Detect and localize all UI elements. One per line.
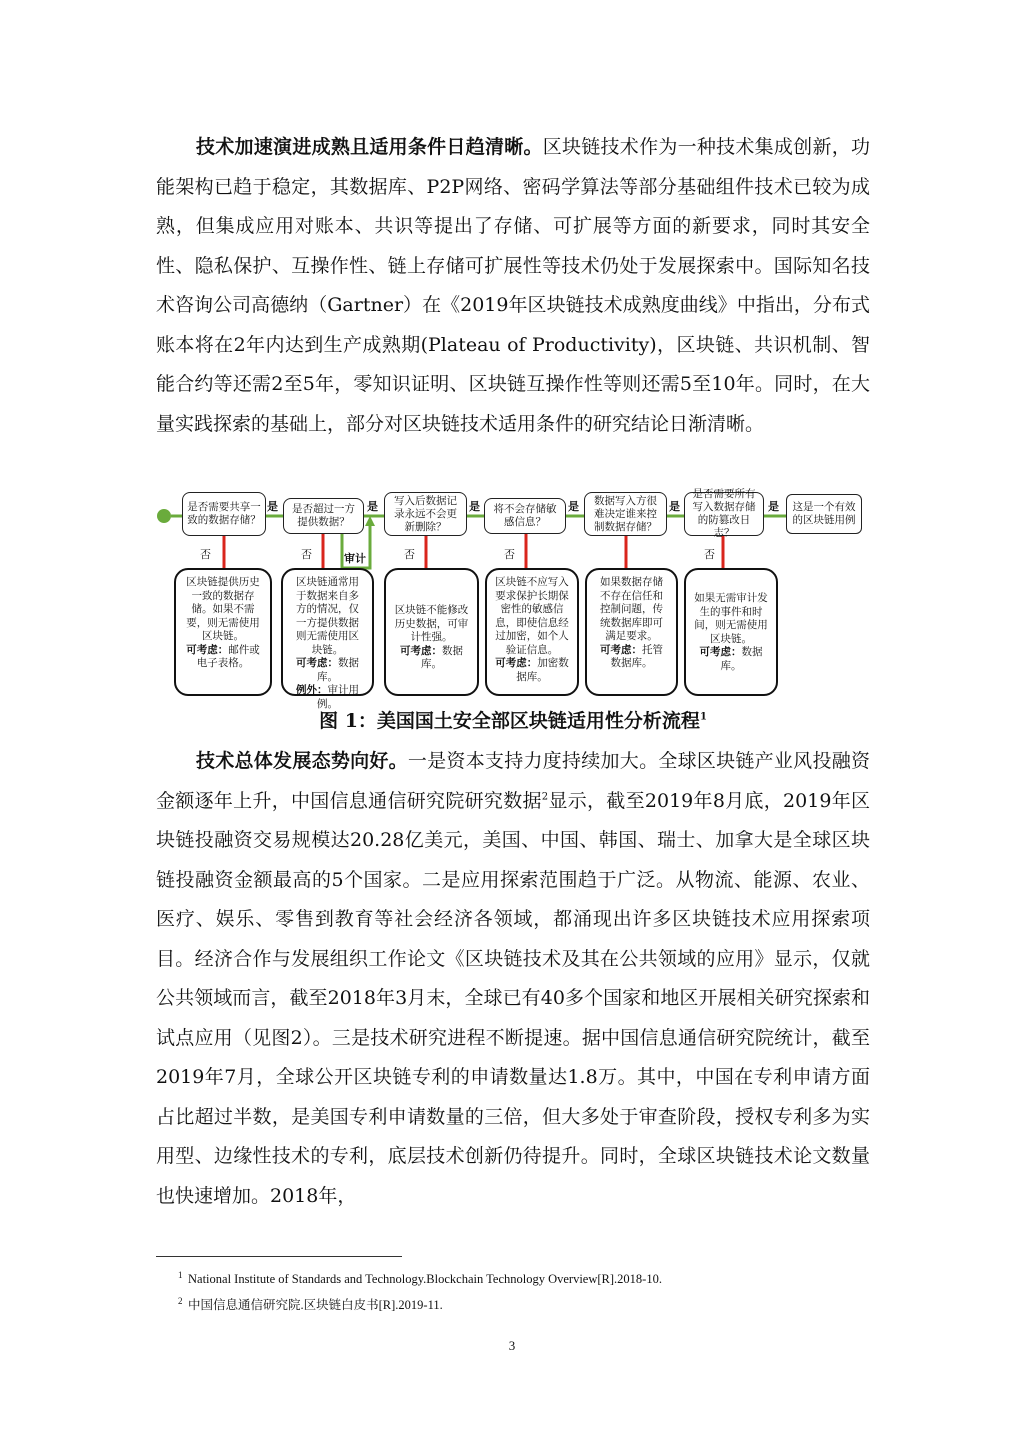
yes-label-4: 是	[568, 500, 579, 513]
question-node-5: 数据写入方很难决定谁来控制数据存储？	[584, 492, 667, 536]
result-3-text: 区块链不能修改历史数据，可审计性强。	[394, 604, 469, 643]
result-box-3	[384, 568, 479, 696]
paragraph-1-lead: 技术加速演进成熟且适用条件日趋清晰。	[196, 136, 543, 158]
result-6-consider-label: 可考虑：	[699, 646, 742, 658]
figure-caption	[156, 706, 870, 736]
paragraph-2-text-b: 显示，截至2019年8月底，2019年区块链投融资交易规模达20.28亿美元，美国、中国、韩国、瑞士、加拿大是全球区块链投融资金额最高的5个国家。二是应用探索范围趋于广泛。从物流、能源、农业、医疗、娱乐、零售到教育等社会经济各领域，都涌现出许多区块链技术应用探索项目。经济合作与发展组织工作论文《区块链技术及其在公共领域的应用》显示，仅就公共领域而言，截至2018年3月末，全球已有40多个国家和地区开展相关研究探索和试点应用（见图2）。三是技术研究进程不断提速。据中国信息通信研究院统计，截至2019年7月，全球公开区块链专利的申请数量达1.8万。其中，中国在专利申请方面占比超过半数，是美国专利申请数量的三倍，但大多处于审查阶段，授权专利多为实用型、边缘性技术的专利，底层技术创新仍待提升。同时，全球区块链技术论文数量也快速增加。2018年，	[156, 789, 870, 1207]
yes-label-1: 是	[267, 500, 278, 513]
footnote-2-number: 2	[178, 1296, 183, 1306]
result-box-1	[174, 568, 272, 696]
result-4-text: 区块链不应写入要求保护长期保密性的敏感信息，即使信息经过加密，如个人验证信息。	[495, 576, 569, 656]
yes-label-6: 是	[768, 500, 779, 513]
end-node: 这是一个有效的区块链用例	[786, 494, 862, 534]
result-1-consider-label: 可考虑：	[186, 643, 229, 656]
result-5-consider: 托管数据库。	[610, 643, 663, 669]
result-box-4	[485, 568, 579, 696]
no-label-3: 否	[404, 548, 415, 561]
paragraph-2-text-a: 一是资本支持力度持续加大。全球区块链产业风投融资金额逐年上升，中国信息通信研究院研究数据	[156, 750, 870, 812]
result-2-exception-label: 例外：	[296, 684, 328, 696]
result-3-consider: 数据库。	[421, 644, 463, 670]
paragraph-2	[156, 742, 870, 1216]
footnote-divider	[156, 1256, 402, 1257]
result-2-consider-label: 可考虑：	[296, 657, 338, 669]
question-node-3: 写入后数据记录永远不会更新删除？	[384, 492, 467, 536]
result-box-6	[684, 568, 778, 696]
footnote-1-text: National Institute of Standards and Technology.Blockchain Technology Overview[R].2018-10.	[188, 1272, 662, 1286]
question-node-2: 是否超过一方提供数据？	[283, 498, 364, 534]
footnote-2-text: 中国信息通信研究院.区块链白皮书[R].2019-11.	[188, 1298, 443, 1312]
result-6-consider: 数据库。	[720, 646, 763, 672]
result-box-5	[585, 568, 678, 696]
yes-label-3: 是	[469, 500, 480, 513]
no-label-1: 否	[200, 548, 211, 561]
question-node-1: 是否需要共享一致的数据存储？	[182, 492, 266, 536]
yes-label-5: 是	[669, 500, 680, 513]
caption-text: 图 1：美国国土安全部区块链适用性分析流程	[319, 710, 700, 732]
paragraph-1	[156, 128, 870, 444]
result-2-consider: 数据库。	[317, 657, 359, 683]
result-2-text: 区块链通常用于数据来自多方的情况，仅一方提供数据则无需使用区块链。	[296, 576, 359, 656]
result-4-consider-label: 可考虑：	[495, 657, 538, 669]
question-node-4: 将不会存储敏感信息？	[484, 498, 566, 534]
start-node	[157, 509, 171, 523]
footnote-1-number: 1	[178, 1270, 183, 1280]
result-6-text: 如果无需审计发生的事件和时间，则无需使用区块链。	[694, 592, 768, 645]
paragraph-2-footnote-ref: 2	[541, 791, 549, 803]
blockchain-flowchart	[156, 488, 870, 710]
question-node-6: 是否需要所有写入数据存储的防篡改日志？	[684, 492, 764, 536]
no-label-4: 否	[504, 548, 515, 561]
yes-label-2: 是	[367, 500, 378, 513]
result-1-consider: 邮件或电子表格。	[196, 643, 260, 669]
result-3-consider-label: 可考虑：	[400, 644, 442, 657]
paragraph-1-text: 区块链技术作为一种技术集成创新，功能架构已趋于稳定，其数据库、P2P网络、密码学算法等部分基础组件技术已较为成熟，但集成应用对账本、共识等提出了存储、可扩展等方面的新要求，同时其安全性、隐私保护、互操作性、链上存储可扩展性等技术仍处于发展探索中。国际知名技术咨询公司高德纳（Gartner）在《2019年区块链技术成熟度曲线》中指出，分布式账本将在2年内达到生产成熟期(Plateau of Productivity)，区块链、共识机制、智能合约等还需2至5年，零知识证明、区块链互操作性等则还需5至10年。同时，在大量实践探索的基础上，部分对区块链技术适用条件的研究结论日渐清晰。	[156, 136, 870, 435]
result-5-consider-label: 可考虑：	[600, 643, 642, 656]
result-2-exception: 审计用例。	[317, 684, 359, 710]
no-label-6: 否	[704, 548, 715, 561]
footnote-2	[178, 1296, 443, 1314]
footnote-1	[178, 1270, 662, 1288]
paragraph-2-lead: 技术总体发展态势向好。	[196, 750, 408, 772]
no-label-2: 否	[301, 548, 312, 561]
result-1-text: 区块链提供历史一致的数据存储。如果不需要，则无需使用区块链。	[186, 576, 260, 642]
audit-label: 审计	[344, 552, 366, 565]
result-box-2	[281, 568, 374, 710]
result-5-text: 如果数据存储不存在信任和控制问题，传统数据库即可满足要求。	[600, 576, 663, 642]
caption-footnote-ref: 1	[699, 711, 707, 723]
page-number: 3	[508, 1338, 516, 1353]
result-4-consider: 加密数据库。	[516, 657, 569, 683]
